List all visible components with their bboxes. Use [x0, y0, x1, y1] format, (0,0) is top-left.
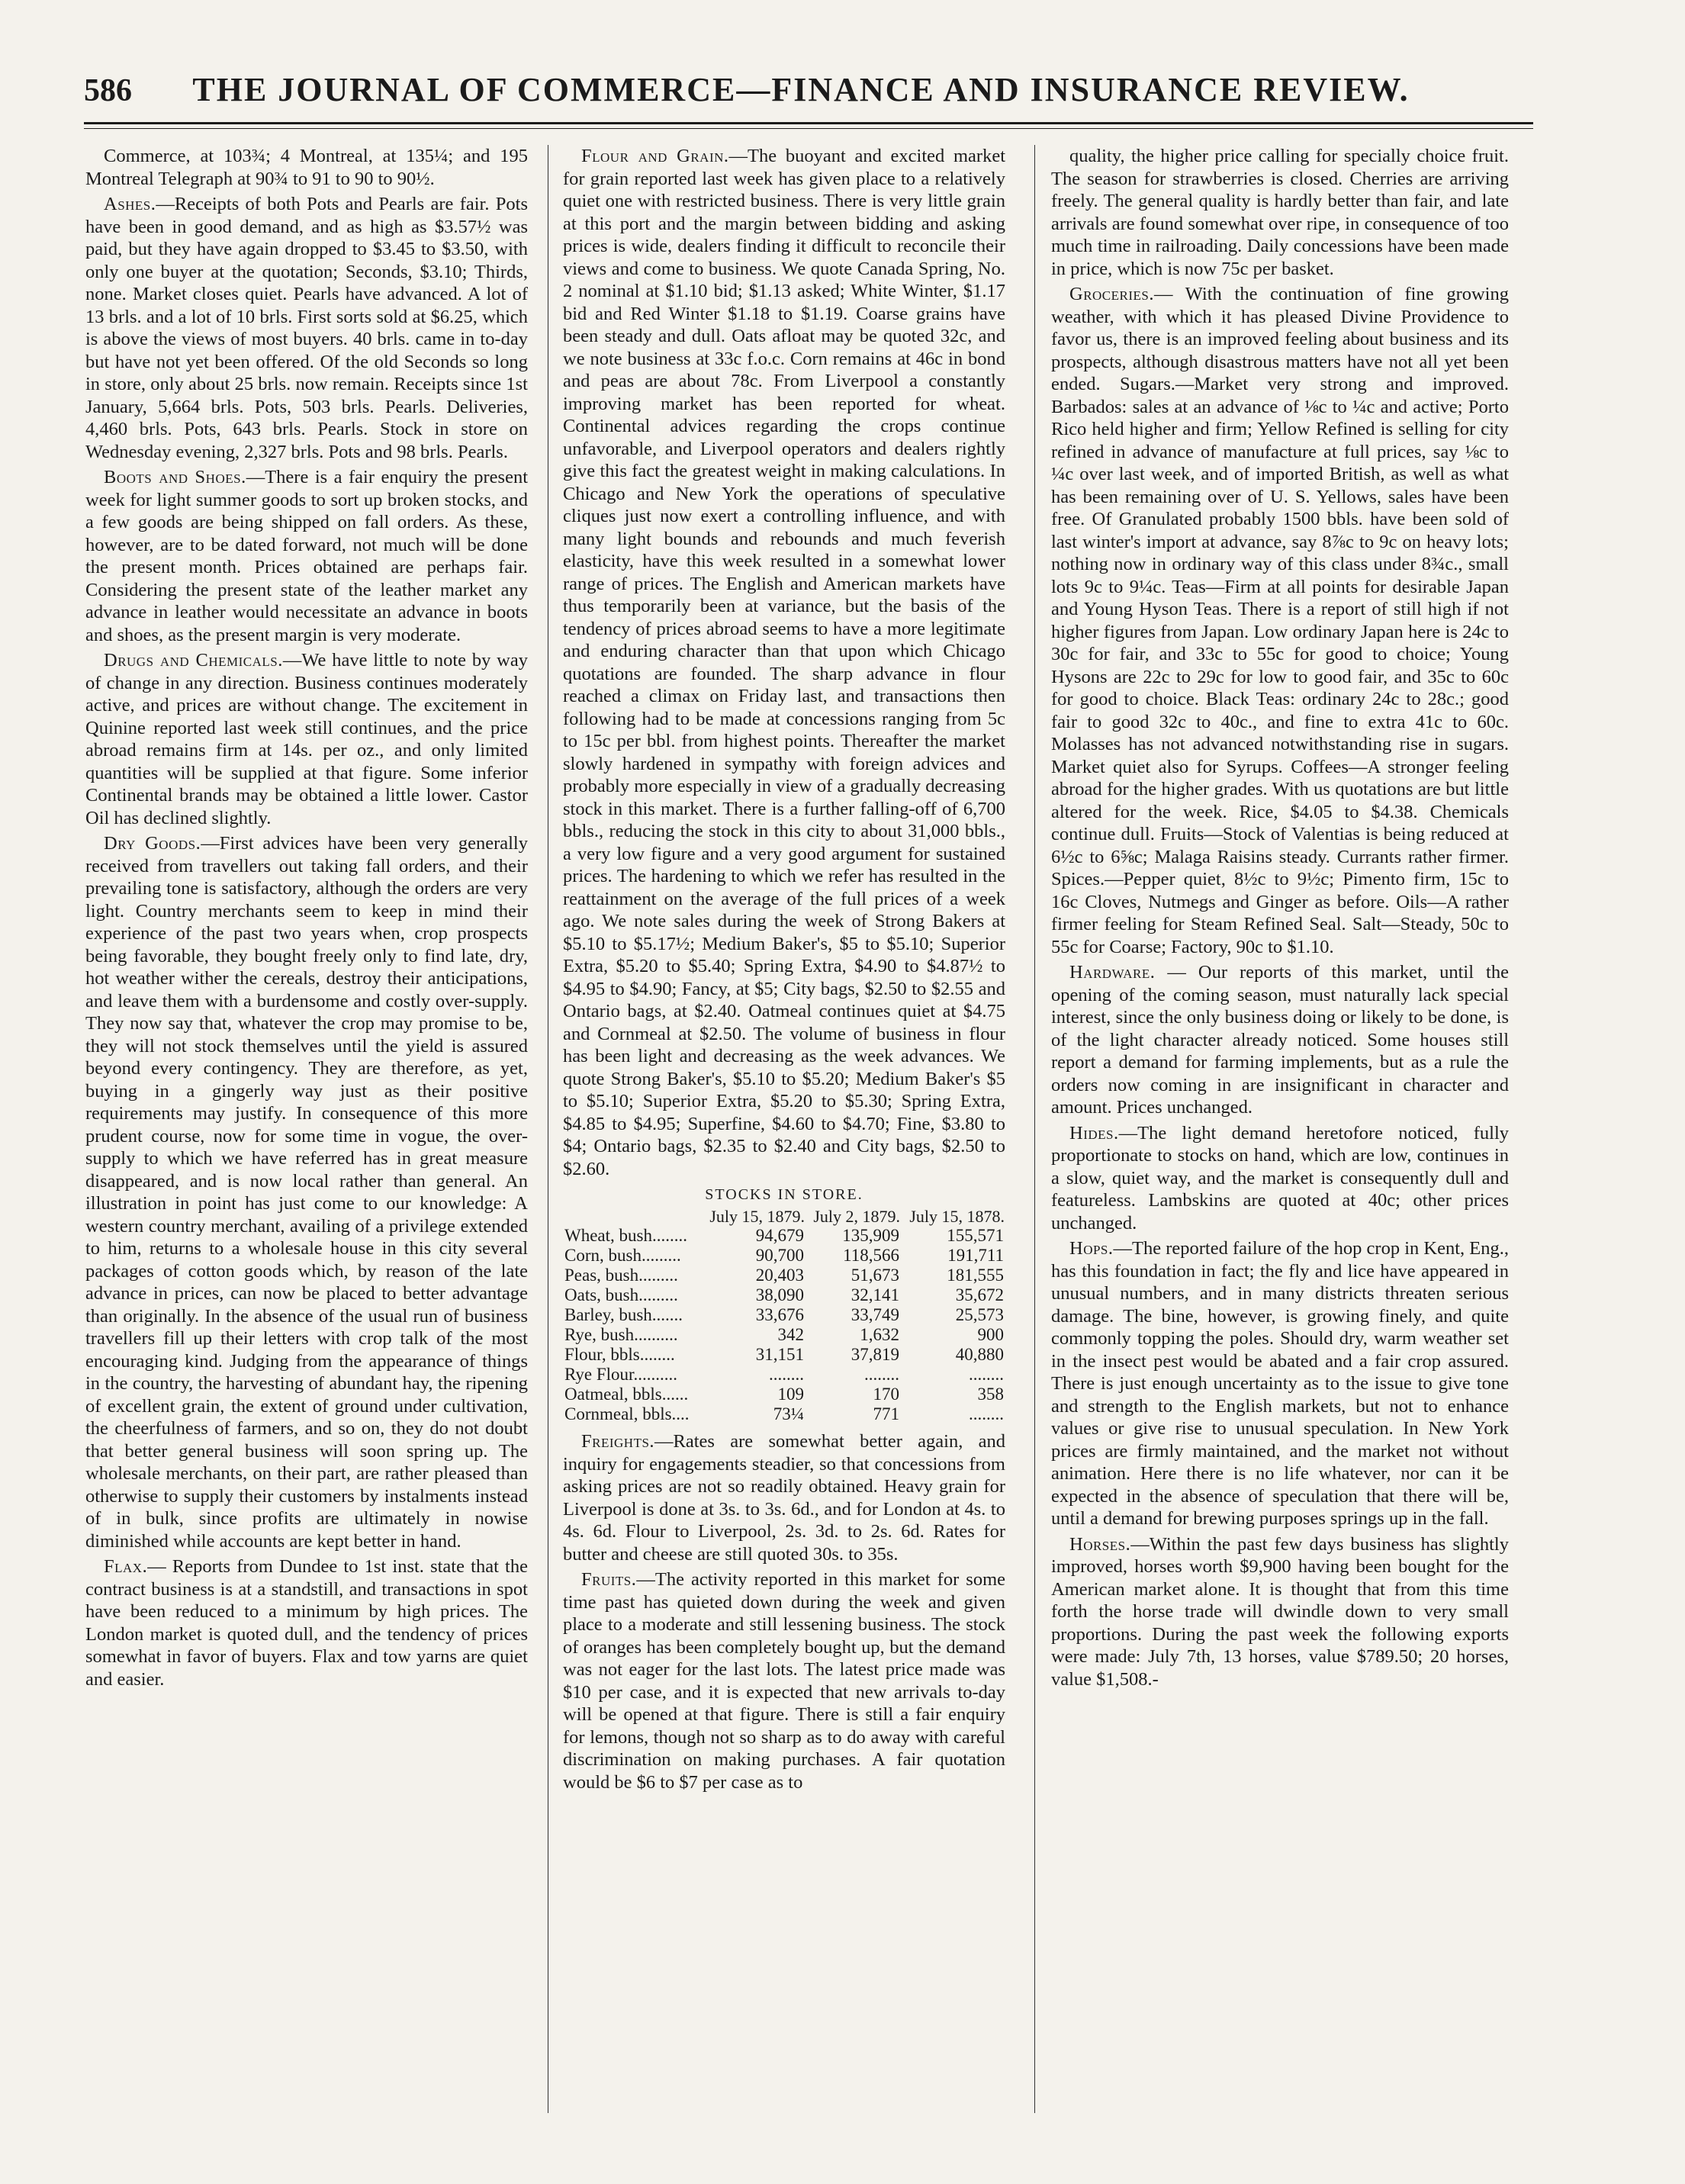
column-1	[85, 145, 528, 2113]
stocks-row-label: Peas, bush.........	[564, 1266, 678, 1285]
column-3	[1051, 145, 1509, 2113]
article-paragraph	[563, 145, 1005, 1180]
article-paragraph	[563, 1568, 1005, 1793]
stocks-cell: ........	[969, 1404, 1004, 1423]
stocks-row	[563, 1226, 1005, 1246]
stocks-row	[563, 1325, 1005, 1345]
article-paragraph	[1051, 1533, 1509, 1691]
stocks-col-header: July 2, 1879.	[813, 1207, 901, 1226]
stocks-cell: 191,711	[947, 1246, 1004, 1265]
stocks-row	[563, 1285, 1005, 1305]
masthead-title: THE JOURNAL OF COMMERCE—FINANCE AND INSURANCE REVIEW.	[192, 71, 1410, 108]
stocks-cell: 37,819	[851, 1345, 900, 1364]
article-text: —The reported failure of the hop crop in Kent, Eng., has this foundation in fact; the fly and lice have appeared in unusual numbers, and in many districts threaten serious damage. The bine, however, is growing finely, and quite commonly topping the poles. Should dry, warm weather set in the insect pest would be abated and a fair crop assured. There is just enough uncertainty as to the issue to give tone and strength to the English markets, but not to enhance values or give rise to unusual speculation. In New York prices are firmly maintained, and the market not without animation. Here there is no life whatever, nor can it be expected in the absence of speculation that there will be, until a demand for brewing purposes springs up in the fall.	[1051, 1238, 1509, 1529]
article-paragraph	[1051, 283, 1509, 958]
stocks-row	[563, 1266, 1005, 1285]
stocks-row-label: Flour, bbls........	[564, 1345, 675, 1364]
article-heading: Flax.	[104, 1556, 148, 1577]
stocks-cell: ........	[769, 1365, 805, 1384]
stocks-cell: 38,090	[755, 1285, 805, 1304]
stocks-row	[563, 1345, 1005, 1365]
article-paragraph	[1051, 1237, 1509, 1530]
article-paragraph	[85, 1555, 528, 1690]
column-2-articles-lower	[563, 1430, 1005, 1793]
article-heading: Freights.	[581, 1431, 655, 1452]
article-heading: Boots and Shoes.	[104, 467, 246, 487]
stocks-cell: 40,880	[955, 1345, 1004, 1364]
stocks-cell: 135,909	[842, 1226, 900, 1245]
stocks-row	[563, 1246, 1005, 1266]
article-text: — Our reports of this market, until the opening of the coming season, must naturally lack special interest, since the only business doing or likely to be done, is of the light character already noticed. Some houses still report a demand for farming implements, but as a rule the orders now coming in are insignificant in character and amount. Prices unchanged.	[1051, 962, 1509, 1118]
column-divider	[1034, 145, 1035, 2113]
article-heading: Ashes.	[104, 194, 156, 214]
stocks-row-label: Rye Flour..........	[564, 1365, 677, 1384]
article-text: —Within the past few days business has slightly improved, horses worth $9,900 having been bought for the American market alone. It is thought that from this time forth the horse trade will dwindle down to very small proportions. During the past week the following exports were made: July 7th, 13 horses, value $789.50; 20 horses, value $1,508.-	[1051, 1533, 1509, 1690]
stocks-table-caption: STOCKS IN STORE.	[705, 1186, 863, 1203]
article-text: —There is a fair enquiry the present week for light summer goods to sort up broken stocks, and a few goods are being shipped on fall orders. As these, however, are to be dated forward, not much will be done the present month. Prices obtained are perhaps fair. Considering the present state of the leather market any advance in leather would necessitate an advance in boots and shoes, as the present margin is very moderate.	[85, 467, 528, 645]
stocks-cell: 35,672	[955, 1285, 1004, 1304]
article-heading: Horses.	[1069, 1533, 1131, 1555]
article-paragraph	[85, 649, 528, 829]
stocks-row	[563, 1305, 1005, 1325]
stocks-row-label: Barley, bush.......	[564, 1305, 683, 1324]
stocks-row	[563, 1404, 1005, 1424]
article-text: —The activity reported in this market for some time past has quieted down during the week and given place to a moderate and still lessening business. The stock of oranges has been completely bought up, but the demand was not eager for the last lots. The latest price made was $10 per case, and it is expected that new arrivals to-day will be opened at that figure. There is still a fair enquiry for lemons, though not so sharp as to do away with careful discrimination on making purchases. A fair quotation would be $6 to $7 per case as to	[563, 1569, 1005, 1793]
article-text: quality, the higher price calling for specially choice fruit. The season for strawberries is closed. Cherries are arriving freely. The general quality is hardly better than fair, and late arrivals are found somewhat over ripe, in consequence of too much time in railroading. Daily concessions have been made in price, which is now 75c per basket.	[1051, 146, 1509, 279]
article-heading: Fruits.	[581, 1569, 637, 1590]
stocks-cell: 32,141	[851, 1285, 900, 1304]
article-text: —Rates are somewhat better again, and inquiry for engagements steadier, so that concessions from asking prices are not so readily obtained. Heavy grain for Liverpool is done at 3s. to 3s. 6d., and for London at 4s. to 4s. 6d. Flour to Liverpool, 2s. 3d. to 2s. 6d. Rates for butter and cheese are still quoted 30s. to 35s.	[563, 1431, 1005, 1565]
article-text: —The light demand heretofore noticed, fully proportionate to stocks on hand, which are low, continues in a slow, quiet way, and the market is consequently dull and featureless. Lambskins are quoted at 40c; other prices unchanged.	[1051, 1122, 1509, 1234]
stocks-cell: 51,673	[851, 1266, 900, 1285]
stocks-cell: 181,555	[947, 1266, 1004, 1285]
article-paragraph	[1051, 961, 1509, 1119]
stocks-cell: 33,676	[755, 1305, 805, 1324]
article-heading: Hardware.	[1069, 962, 1156, 983]
article-text: Commerce, at 103¾; 4 Montreal, at 135¼; and 195 Montreal Telegraph at 90¾ to 91 to 90 to 90½.	[85, 146, 528, 189]
stocks-col-header: July 15, 1879.	[709, 1207, 806, 1226]
stocks-cell: 900	[977, 1325, 1004, 1344]
stocks-row-label: Wheat, bush........	[564, 1226, 687, 1245]
stocks-row-label: Oatmeal, bbls......	[564, 1385, 689, 1404]
article-text: —We have little to note by way of change in any direction. Business continues moderately active, and prices are without change. The excitement in Quinine reported last week still continues, and the price abroad remains firm at 14s. per oz., and only limited quantities will be supplied at that figure. Some inferior Continental brands may be obtained a little lower. Castor Oil has declined slightly.	[85, 650, 528, 828]
article-heading: Groceries.	[1069, 284, 1154, 304]
stocks-cell: 90,700	[755, 1246, 805, 1265]
article-heading: Hops.	[1069, 1238, 1114, 1259]
stocks-cell: ........	[969, 1365, 1004, 1384]
stocks-col-header: July 15, 1878.	[909, 1207, 1005, 1226]
stocks-cell: 170	[873, 1385, 900, 1404]
stocks-row-label: Corn, bush.........	[564, 1246, 681, 1265]
column-2	[563, 145, 1005, 2113]
article-text: —The buoyant and excited market for grain reported last week has given place to a relatively quiet one with restricted business. There is very little grain at this port and the margin between bidding and asking prices is wide, dealers finding it difficult to reconcile their views and come to business. We quote Canada Spring, No. 2 nominal at $1.10 bid; $1.13 asked; White Winter, $1.17 bid and Red Winter $1.18 to $1.19. Coarse grains have been steady and dull. Oats afloat may be quoted 32c, and we note business at 33c f.o.c. Corn remains at 46c in bond and peas are about 78c. From Liverpool a constantly improving market has been reported for wheat. Continental advices regarding the crops continue unfavorable, and Liverpool operators and dealers rightly give this fact the greatest weight in making calculations. In Chicago and New York the operations of speculative cliques just now exert a controlling influence, and with many light bounds and rebounds and much feverish elasticity, have this week resulted in a somewhat lower range of prices. The English and American markets have thus temporarily been at variance, but the basis of the tendency of prices abroad seems to have a more legitimate and enduring character than that upon which Chicago quotations are founded. The sharp advance in flour reached a climax on Friday last, and transactions then following had to be made at concessions ranging from 5c to 15c per bbl. from highest points. Thereafter the market slowly hardened in sympathy with foreign advices and probably more especially in view of a gradually decreasing stock in this market. There is a further falling-off of 6,700 bbls., reducing the stock in this city to about 31,000 bbls., a very low figure and a very good argument for sustained prices. The hardening to which we refer has resulted in the reattainment on the average of the full prices of a week ago. We note sales during the week of Strong Bakers at $5.10 to $5.17½; Medium Baker's, $5 to $5.10; Superior Extra, $5.20 to $5.40; Spring Extra, $4.90 to $4.87½ to $4.95 to $4.90; Fancy, at $5; City bags, $2.50 to $2.55 and Ontario bags, at $2.40. Oatmeal continues quiet at $4.75 and Cornmeal at $2.50. The volume of business in flour has been light and decreasing as the week advances. We quote Strong Baker's, $5.10 to $5.20; Medium Baker's $5 to $5.10; Superior Extra, $5.20 to $5.30; Spring Extra, $4.85 to $4.95; Superfine, $4.60 to $4.70; Fine, $3.80 to $4; Ontario bags, $2.35 to $2.40 and City bags, $2.50 to $2.60.	[563, 146, 1005, 1179]
article-paragraph	[563, 1430, 1005, 1565]
stocks-row	[563, 1365, 1005, 1385]
stocks-cell: ........	[864, 1365, 900, 1384]
stocks-cell: 771	[873, 1404, 900, 1423]
header-rule-thin	[84, 128, 1533, 129]
stocks-cell: 358	[977, 1385, 1004, 1404]
header-rule	[84, 122, 1533, 124]
article-heading: Dry Goods.	[104, 833, 201, 854]
stocks-cell: 94,679	[755, 1226, 805, 1245]
article-paragraph	[85, 466, 528, 646]
article-heading: Flour and Grain.	[581, 146, 729, 166]
article-text: —First advices have been very generally received from travellers out taking fall orders, and their prevailing tone is satisfactory, although the orders are very light. Country merchants seem to keep in mind their experience of the past two years when, crop prospects being favorable, they bought freely only to find late, dry, hot weather wither the cereals, destroy their anticipations, and leave them with a burdensome and costly over-supply. They now say that, whatever the crop may promise to be, they will not stock themselves until the yield is assured beyond every contingency. They are therefore, as yet, buying in a gingerly way just as their positive requirements may justify. In consequence of this more prudent course, now for some time in vogue, the over-supply to which we have referred has in great measure disappeared, and is now local rather than general. An illustration in point has just come to our knowledge: A western country merchant, availing of a privilege extended to him, returns to a wholesale house in this city several packages of cotton goods which, by reason of the late advance in prices, can now be placed to better advantage than originally. In the absence of the usual run of business travellers fill up their letters with crop talk of the most encouraging kind. Judging from the appearance of things in the country, the harvesting of abundant hay, the ripening of excellent grain, the extent of ground under cultivation, the cheerfulness of farmers, and so on, they do not doubt that better general business will soon spring up. The wholesale merchants, on their part, are rather pleased than otherwise to supply their customers by instalments instead of in bulk, since profits are ultimately in nowise diminished while accounts are kept better in hand.	[85, 833, 528, 1552]
article-text: — With the continuation of fine growing weather, with which it has pleased Divine Providence to favor us, there is an improved feeling about business and its prospects, although disastrous matters have not all yet been ended. Sugars.—Market very strong and improved. Barbados: sales at an advance of ⅛c to ¼c and active; Porto Rico held higher and firm; Yellow Refined is selling for city refined in advance of manufacture at full prices, say ⅛c to ¼c over last week, and of imported British, as well as what has been remaining over of U. S. Yellows, sales have been free. Of Granulated probably 1500 bbls. have been sold of last winter's import at advance, say 8⅞c to 9c on heavy lots; nothing now in ordinary way of this class under 8¾c., small lots 9c to 9¼c. Teas—Firm at all points for desirable Japan and Young Hyson Teas. There is a report of still high if not higher figures from Japan. Low ordinary Japan here is 24c to 30c for fair, and 33c to 55c for good to choice; Young Hysons are 22c to 29c for low to good fair, and 35c to 60c for good to choice. Black Teas: ordinary 24c to 28c.; good fair to good 32c to 40c., and fine to extra 41c to 60c. Molasses has not advanced notwithstanding rise in sugars. Market quiet also for Syrups. Coffees—A stronger feeling abroad for the higher grades. With us quotations are but little altered for the week. Rice, $4.05 to $4.38. Chemicals continue dull. Fruits—Stock of Valentias is being reduced at 6½c to 6⅝c; Malaga Raisins steady. Currants rather firmer. Spices.—Pepper quiet, 8½c to 9½c; Pimento firm, 15c to 16c Cloves, Nutmegs and Ginger as before. Oils—A rather firmer feeling for Steam Refined Seal. Salt—Steady, 50c to 55c for Coarse; Factory, 90c to $1.10.	[1051, 284, 1509, 957]
stocks-cell: 155,571	[947, 1226, 1004, 1245]
page-header	[84, 70, 1426, 116]
stocks-row-label: Oats, bush.........	[564, 1285, 678, 1304]
article-paragraph	[85, 832, 528, 1552]
column-2-articles	[563, 145, 1005, 1180]
stocks-cell: 25,573	[955, 1305, 1004, 1324]
article-heading: Hides.	[1069, 1122, 1119, 1143]
article-paragraph	[1051, 145, 1509, 280]
stocks-cell: 118,566	[843, 1246, 900, 1265]
article-text: —Receipts of both Pots and Pearls are fair. Pots have been in good demand, and as high as $3.57½ was paid, but they have again dropped to $3.45 to $3.50, with only one buyer at the quotation; Seconds, $3.10; Thirds, none. Market closes quiet. Pearls have advanced. A lot of 13 brls. and a lot of 10 brls. First sorts sold at $6.25, which is above the views of most buyers. 40 brls. came in to-day but have not yet been offered. Of the old Seconds so long in store, only about 25 brls. now remain. Receipts since 1st January, 5,664 brls. Pots, 503 brls. Pearls. Deliveries, 4,460 brls. Pots, 643 brls. Pearls. Stock in store on Wednesday evening, 2,327 brls. Pots and 98 brls. Pearls.	[85, 194, 528, 462]
stocks-cell: 33,749	[851, 1305, 900, 1324]
stocks-cell: 1,632	[860, 1325, 900, 1344]
stocks-header-blank	[563, 1208, 701, 1226]
stocks-cell: 31,151	[755, 1345, 805, 1364]
page-number: 586	[84, 73, 132, 108]
article-heading: Drugs and Chemicals.	[104, 650, 283, 671]
article-text: — Reports from Dundee to 1st inst. state that the contract business is at a standstill, and transactions in spot have been reduced to a minimum by high prices. The London market is quoted dull, and the tendency of prices somewhat in favor of buyers. Flax and tow yarns are quiet and easier.	[85, 1556, 528, 1690]
stocks-cell: 73¼	[773, 1404, 805, 1423]
stocks-row	[563, 1385, 1005, 1404]
article-paragraph	[1051, 1122, 1509, 1235]
stocks-cell: 109	[777, 1385, 805, 1404]
stocks-cell: 20,403	[755, 1266, 805, 1285]
stocks-row-label: Rye, bush..........	[564, 1325, 678, 1344]
article-paragraph	[85, 193, 528, 463]
article-paragraph	[85, 145, 528, 190]
stocks-row-label: Cornmeal, bbls....	[564, 1404, 690, 1423]
stocks-cell: 342	[777, 1325, 805, 1344]
stocks-in-store-table	[563, 1185, 1005, 1424]
